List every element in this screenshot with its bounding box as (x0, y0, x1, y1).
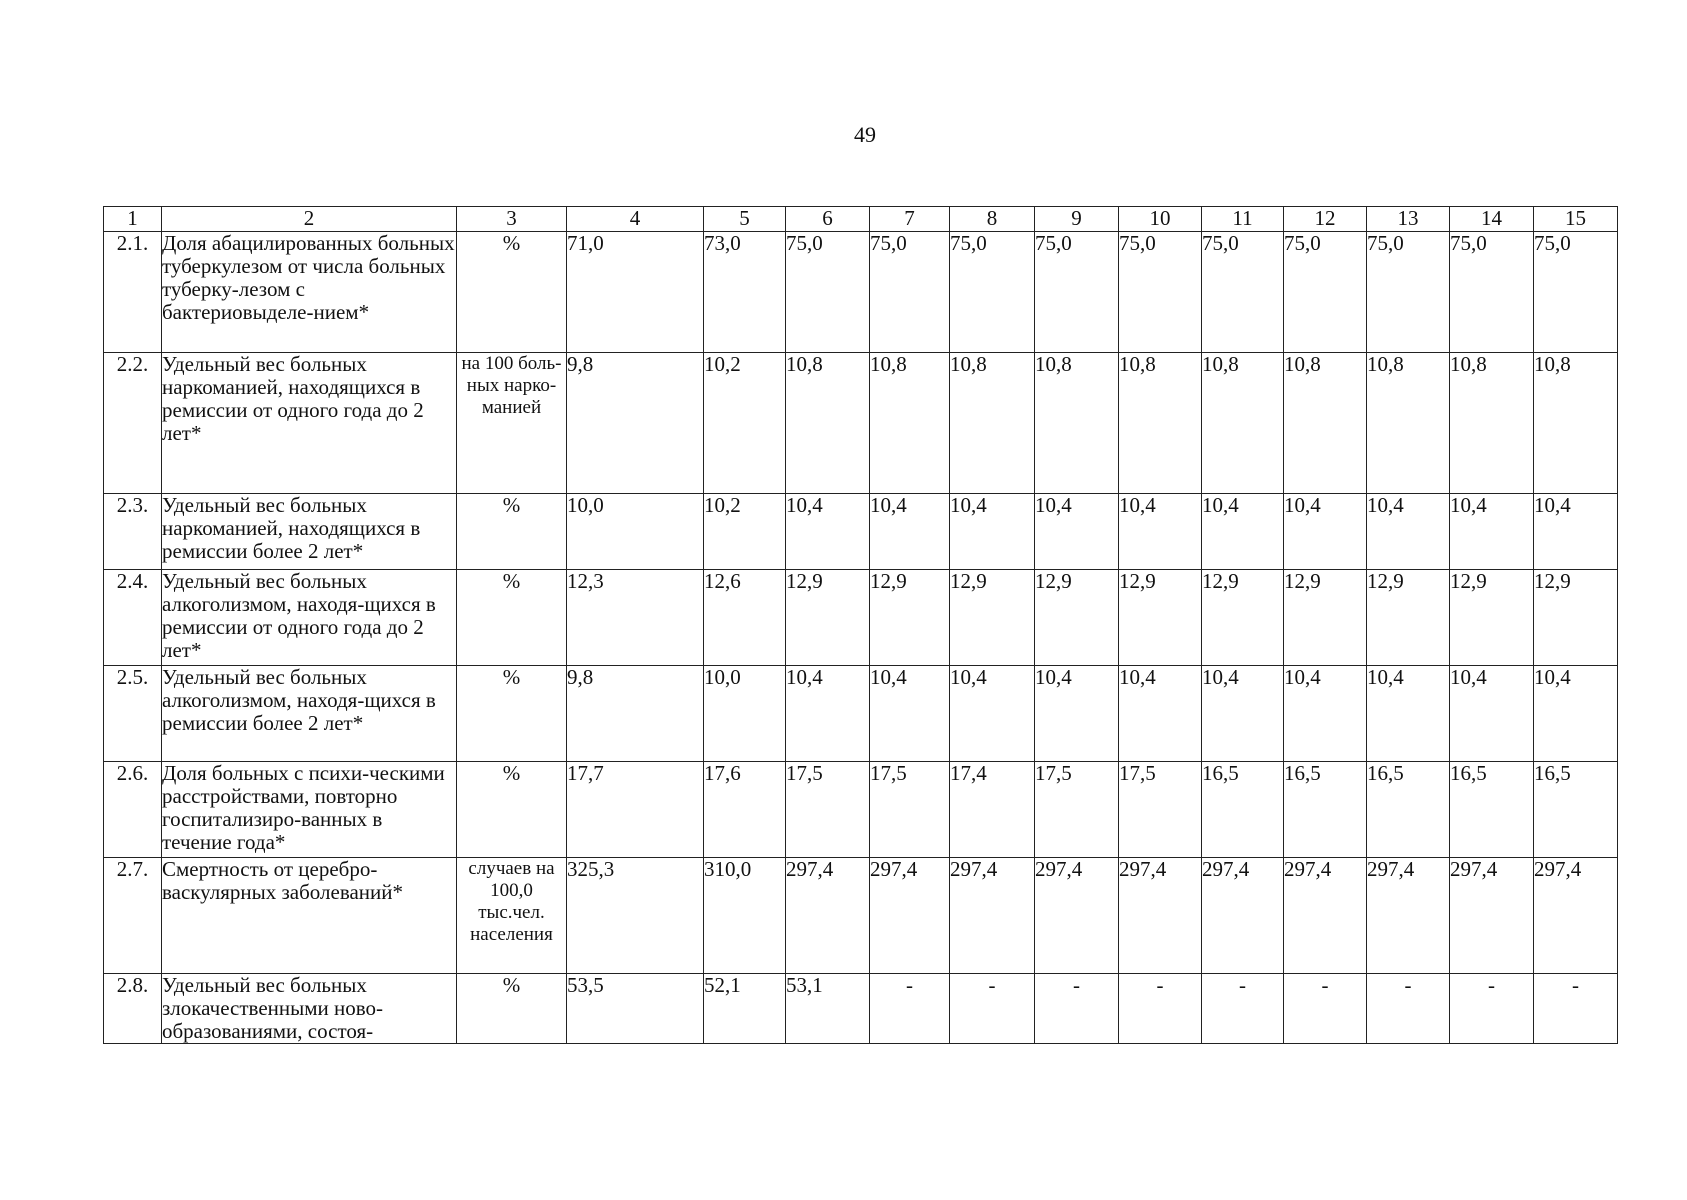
value-cell: 9,8 (567, 666, 704, 762)
value-cell: 12,9 (870, 570, 950, 666)
unit-cell: % (457, 666, 567, 762)
value-cell: 12,9 (1284, 570, 1367, 666)
value-cell: 17,5 (786, 762, 870, 858)
value-cell: 10,8 (950, 353, 1035, 494)
row-number: 2.3. (104, 494, 162, 570)
table-row (104, 494, 1618, 570)
value-cell: 10,4 (1035, 666, 1119, 762)
value-cell: 10,4 (786, 494, 870, 570)
table-row (104, 762, 1618, 858)
value-cell: 10,8 (1119, 353, 1202, 494)
indicator-description: Доля больных с психи-ческими расстройствами, повторно госпитализиро-ванных в течение года* (162, 762, 457, 858)
row-number: 2.7. (104, 858, 162, 974)
header-row (104, 207, 1618, 232)
header-cell: 4 (567, 207, 704, 232)
value-cell: 12,6 (704, 570, 786, 666)
table-row (104, 858, 1618, 974)
value-cell: 75,0 (1202, 232, 1284, 353)
value-cell: 12,3 (567, 570, 704, 666)
table-row (104, 974, 1618, 1044)
value-cell: 12,9 (1450, 570, 1534, 666)
value-cell: 10,8 (1534, 353, 1618, 494)
header-cell: 10 (1119, 207, 1202, 232)
row-number: 2.5. (104, 666, 162, 762)
value-cell: 10,8 (1367, 353, 1450, 494)
header-cell: 3 (457, 207, 567, 232)
indicator-description: Удельный вес больных злокачественными ново-образованиями, состоя- (162, 974, 457, 1044)
value-cell: 10,4 (950, 666, 1035, 762)
value-cell: 17,5 (1119, 762, 1202, 858)
value-cell: 10,4 (1119, 494, 1202, 570)
value-cell: 16,5 (1534, 762, 1618, 858)
value-cell: 10,4 (1534, 666, 1618, 762)
value-cell: - (1202, 974, 1284, 1044)
value-cell: 12,9 (1119, 570, 1202, 666)
value-cell: 75,0 (786, 232, 870, 353)
value-cell: 75,0 (1035, 232, 1119, 353)
value-cell: 10,0 (567, 494, 704, 570)
value-cell: 75,0 (870, 232, 950, 353)
header-cell: 15 (1534, 207, 1618, 232)
value-cell: 297,4 (1035, 858, 1119, 974)
value-cell: 10,8 (870, 353, 950, 494)
value-cell: 10,4 (786, 666, 870, 762)
value-cell: 17,5 (1035, 762, 1119, 858)
unit-cell: % (457, 232, 567, 353)
indicator-description: Удельный вес больных алкоголизмом, находя-щихся в ремиссии от одного года до 2 лет* (162, 570, 457, 666)
unit-cell: % (457, 494, 567, 570)
value-cell: 10,4 (1202, 666, 1284, 762)
value-cell: 10,4 (1450, 666, 1534, 762)
table-row (104, 232, 1618, 353)
value-cell: 297,4 (950, 858, 1035, 974)
value-cell: 10,4 (1367, 666, 1450, 762)
value-cell: 10,4 (1450, 494, 1534, 570)
indicator-description: Доля абацилированных больных туберкулезом от числа больных туберку-лезом с бактериовыделе-нием* (162, 232, 457, 353)
unit-cell: % (457, 762, 567, 858)
header-cell: 8 (950, 207, 1035, 232)
value-cell: 10,4 (870, 666, 950, 762)
header-cell: 13 (1367, 207, 1450, 232)
value-cell: 10,4 (1284, 666, 1367, 762)
value-cell: - (870, 974, 950, 1044)
row-number: 2.8. (104, 974, 162, 1044)
value-cell: 12,9 (950, 570, 1035, 666)
value-cell: 10,4 (1119, 666, 1202, 762)
value-cell: 53,1 (786, 974, 870, 1044)
value-cell: 12,9 (786, 570, 870, 666)
value-cell: 10,8 (1450, 353, 1534, 494)
value-cell: 297,4 (1119, 858, 1202, 974)
value-cell: 10,8 (1202, 353, 1284, 494)
unit-cell: на 100 боль-ных нарко-манией (457, 353, 567, 494)
unit-cell: % (457, 570, 567, 666)
value-cell: 75,0 (950, 232, 1035, 353)
indicator-description: Удельный вес больных наркоманией, находящихся в ремиссии более 2 лет* (162, 494, 457, 570)
value-cell: 16,5 (1202, 762, 1284, 858)
row-number: 2.6. (104, 762, 162, 858)
value-cell: 10,2 (704, 353, 786, 494)
value-cell: 75,0 (1534, 232, 1618, 353)
value-cell: 10,4 (1284, 494, 1367, 570)
value-cell: 10,4 (1202, 494, 1284, 570)
value-cell: 52,1 (704, 974, 786, 1044)
header-cell: 12 (1284, 207, 1367, 232)
value-cell: 10,0 (704, 666, 786, 762)
value-cell: 17,5 (870, 762, 950, 858)
value-cell: 310,0 (704, 858, 786, 974)
row-number: 2.4. (104, 570, 162, 666)
value-cell: - (950, 974, 1035, 1044)
value-cell: 75,0 (1284, 232, 1367, 353)
value-cell: 75,0 (1450, 232, 1534, 353)
value-cell: 10,4 (950, 494, 1035, 570)
value-cell: 12,9 (1367, 570, 1450, 666)
table-row (104, 353, 1618, 494)
header-cell: 14 (1450, 207, 1534, 232)
value-cell: 12,9 (1534, 570, 1618, 666)
indicator-description: Удельный вес больных алкоголизмом, находя-щихся в ремиссии более 2 лет* (162, 666, 457, 762)
value-cell: 10,4 (1367, 494, 1450, 570)
header-cell: 2 (162, 207, 457, 232)
value-cell: - (1534, 974, 1618, 1044)
value-cell: 10,8 (786, 353, 870, 494)
value-cell: 297,4 (1284, 858, 1367, 974)
value-cell: 10,4 (870, 494, 950, 570)
page-number: 49 (854, 122, 876, 147)
value-cell: 297,4 (1202, 858, 1284, 974)
value-cell: 297,4 (1450, 858, 1534, 974)
value-cell: 10,4 (1534, 494, 1618, 570)
value-cell: - (1450, 974, 1534, 1044)
value-cell: 53,5 (567, 974, 704, 1044)
value-cell: - (1119, 974, 1202, 1044)
value-cell: 17,6 (704, 762, 786, 858)
indicator-description: Смертность от церебро-васкулярных заболеваний* (162, 858, 457, 974)
indicators-table (103, 206, 1618, 1044)
value-cell: 75,0 (1367, 232, 1450, 353)
header-cell: 9 (1035, 207, 1119, 232)
header-cell: 11 (1202, 207, 1284, 232)
value-cell: 73,0 (704, 232, 786, 353)
value-cell: 297,4 (1367, 858, 1450, 974)
value-cell: - (1035, 974, 1119, 1044)
unit-cell: случаев на 100,0 тыс.чел. населения (457, 858, 567, 974)
value-cell: - (1284, 974, 1367, 1044)
table-row (104, 666, 1618, 762)
header-cell: 7 (870, 207, 950, 232)
value-cell: 12,9 (1035, 570, 1119, 666)
value-cell: 9,8 (567, 353, 704, 494)
row-number: 2.2. (104, 353, 162, 494)
value-cell: 71,0 (567, 232, 704, 353)
value-cell: 297,4 (870, 858, 950, 974)
value-cell: 10,2 (704, 494, 786, 570)
value-cell: 16,5 (1450, 762, 1534, 858)
indicator-description: Удельный вес больных наркоманией, находящихся в ремиссии от одного года до 2 лет* (162, 353, 457, 494)
row-number: 2.1. (104, 232, 162, 353)
value-cell: 16,5 (1367, 762, 1450, 858)
value-cell: 10,8 (1035, 353, 1119, 494)
value-cell: 297,4 (1534, 858, 1618, 974)
table-row (104, 570, 1618, 666)
value-cell: 297,4 (786, 858, 870, 974)
header-cell: 5 (704, 207, 786, 232)
value-cell: 10,8 (1284, 353, 1367, 494)
value-cell: 17,4 (950, 762, 1035, 858)
value-cell: 17,7 (567, 762, 704, 858)
unit-cell: % (457, 974, 567, 1044)
value-cell: 75,0 (1119, 232, 1202, 353)
value-cell: 10,4 (1035, 494, 1119, 570)
header-cell: 6 (786, 207, 870, 232)
value-cell: - (1367, 974, 1450, 1044)
header-cell: 1 (104, 207, 162, 232)
value-cell: 16,5 (1284, 762, 1367, 858)
value-cell: 325,3 (567, 858, 704, 974)
value-cell: 12,9 (1202, 570, 1284, 666)
